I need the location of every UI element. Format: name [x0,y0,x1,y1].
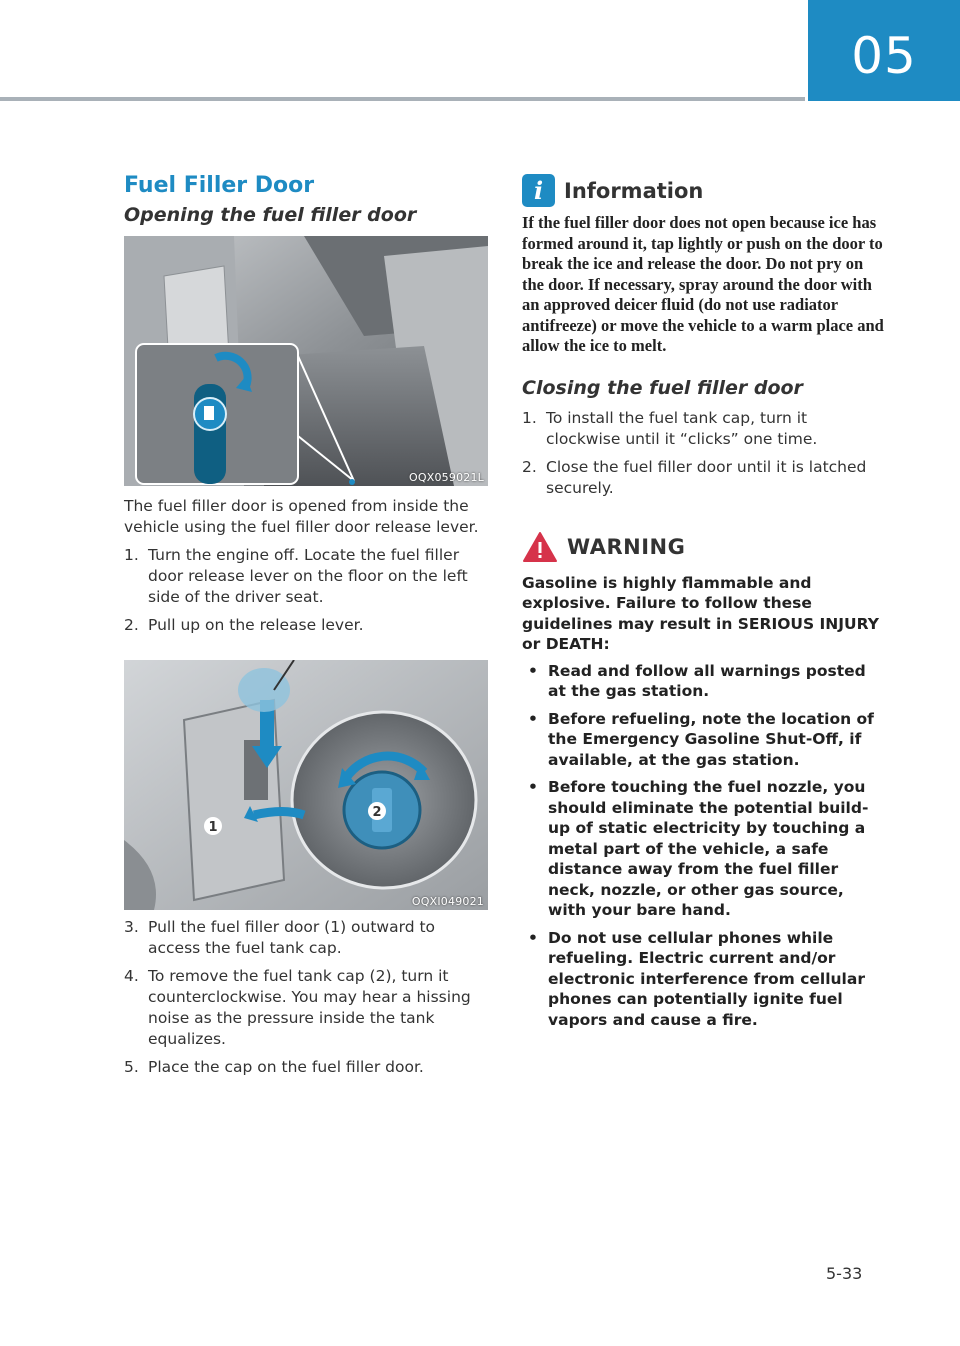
warning-item: • Before touching the fuel nozzle, you should eliminate the potential build-up of static electricity by touching a metal part of the vehicle, a safe distance away from the fuel filler neck, nozzle, or other gas source, with your bare hand. [528,778,869,919]
figure2-code: OQXI049021 [411,895,484,908]
closing-step-1: 1. To install the fuel tank cap, turn it clockwise until it “clicks” one time. [522,408,818,448]
warning-header [522,531,884,563]
figure-fuel-door [124,660,488,910]
warning-triangle-icon [522,531,558,563]
step-4: 4. To remove the fuel tank cap (2), turn it counterclockwise. You may hear a hissing noise as the pressure inside the tank equalizes. [124,967,471,1048]
warning-item: • Read and follow all warnings posted at the gas station. [528,661,866,700]
warning-item: • Before refueling, note the location of the Emergency Gasoline Shut-Off, if available, at the gas station. [528,709,874,769]
opening-subtitle: Opening the fuel filler door [124,204,417,226]
closing-step-2: 2. Close the fuel filler door until it is latched securely. [522,457,867,497]
info-header [522,174,884,207]
label-door-number: 1 [208,820,218,835]
chapter-tab [808,0,960,101]
intro-text: The fuel filler door is opened from inside the vehicle using the fuel filler door release lever. [124,497,479,536]
release-lever-illustration [124,236,488,486]
closing-subtitle: Closing the fuel filler door [522,376,803,399]
info-icon: i [522,174,555,207]
steps-b [124,917,488,1078]
header-rule [0,97,805,101]
label-cap-number: 2 [372,805,382,820]
right-column [522,174,884,1037]
left-column [124,172,488,1078]
warning-list [522,661,884,1031]
step-5: 5. Place the cap on the fuel filler door. [124,1058,424,1076]
info-text: If the fuel filler door does not open because ice has formed around it, tap lightly or push on the door to break the ice and release the door. Do not pry on the door. If necessary, spray around the door with an approved deicer fluid (do not use radiator antifreeze) or move the vehicle to a warm place and allow the ice to melt. [522,213,884,355]
figure-release-lever [124,236,488,486]
step-1: 1. Turn the engine off. Locate the fuel filler door release lever on the floor on the left side of the driver seat. [124,546,468,606]
figure1-code: OQX059021L [409,471,484,484]
warning-intro: Gasoline is highly flammable and explosive. Failure to follow these guidelines may result in SERIOUS INJURY or DEATH: [522,573,879,653]
warning-title: WARNING [567,534,686,559]
section-title: Fuel Filler Door [124,173,315,198]
info-title: Information [564,178,704,203]
warning-item: • Do not use cellular phones while refueling. Electric current and/or electronic interference from cellular phones can potentially ignite fuel vapors and cause a fire. [528,928,865,1029]
steps-a [124,545,488,636]
closing-steps [522,408,884,499]
step-2: 2. Pull up on the release lever. [124,616,364,634]
step-3: 3. Pull the fuel filler door (1) outward to access the fuel tank cap. [124,918,436,957]
chapter-number: 05 [851,26,917,85]
fuel-door-illustration [124,660,488,910]
page-number: 5-33 [826,1264,863,1283]
